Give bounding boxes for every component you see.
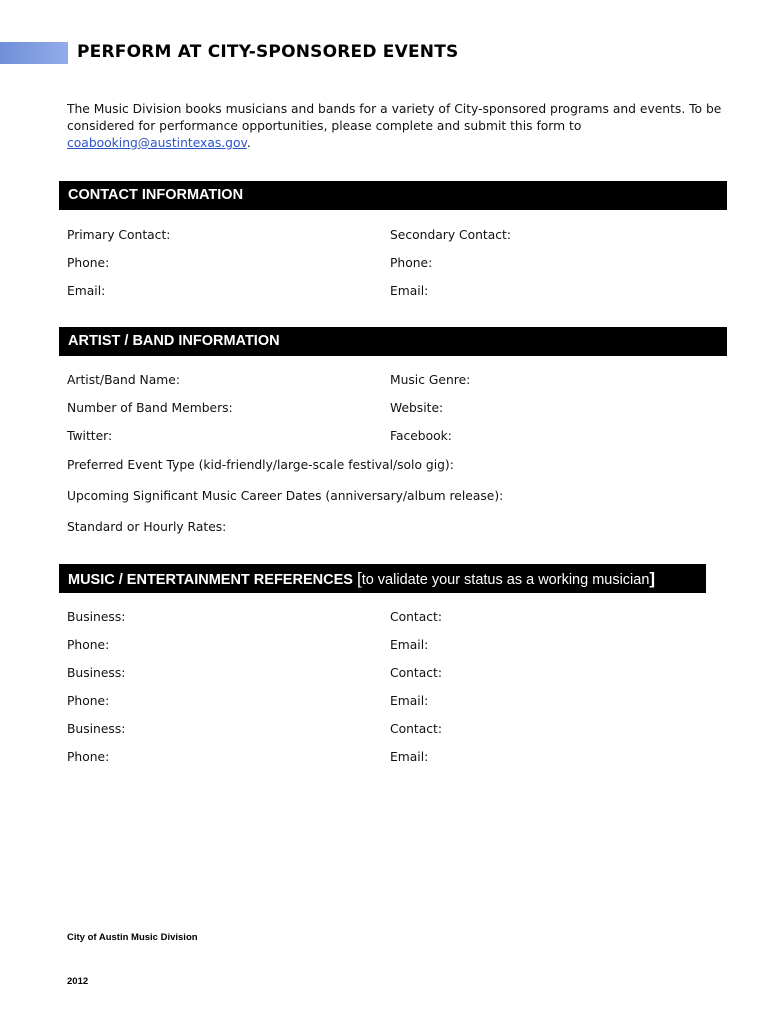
section-heading: CONTACT INFORMATION [68,187,244,203]
artist-name-label: Artist/Band Name: [67,373,180,387]
reference-business-label: Business: [67,722,126,736]
reference-email-label: Email: [390,638,429,652]
footer-year: 2012 [67,976,89,987]
primary-email-label: Email: [67,284,106,298]
title-accent-bar [0,42,68,64]
reference-business-label: Business: [67,610,126,624]
music-genre-label: Music Genre: [390,373,471,387]
reference-email-label: Email: [390,694,429,708]
bracket-close: ] [649,569,656,588]
page-title: PERFORM AT CITY-SPONSORED EVENTS [77,42,459,62]
secondary-contact-label: Secondary Contact: [390,228,512,242]
primary-contact-label: Primary Contact: [67,228,171,242]
intro-end: . [246,136,251,150]
section-artist-band-information [59,327,727,356]
section-heading: MUSIC / ENTERTAINMENT REFERENCES [68,572,353,588]
band-members-label: Number of Band Members: [67,401,233,415]
website-label: Website: [390,401,444,415]
footer-organization: City of Austin Music Division [67,932,198,943]
reference-phone-label: Phone: [67,750,110,764]
reference-contact-label: Contact: [390,666,442,680]
section-references [59,564,706,593]
rates-label: Standard or Hourly Rates: [67,520,227,534]
section-heading: ARTIST / BAND INFORMATION [68,333,280,349]
reference-phone-label: Phone: [67,694,110,708]
primary-phone-label: Phone: [67,256,110,270]
reference-business-label: Business: [67,666,126,680]
reference-email-label: Email: [390,750,429,764]
facebook-label: Facebook: [390,429,452,443]
career-dates-label: Upcoming Significant Music Career Dates (anniversary/album release): [67,489,504,503]
section-note: to validate your status as a working musician [361,572,650,588]
intro-paragraph [67,101,727,152]
booking-email-link[interactable]: coabooking@austintexas.gov [67,136,247,150]
event-type-label: Preferred Event Type (kid-friendly/large-scale festival/solo gig): [67,458,454,472]
intro-text: The Music Division books musicians and bands for a variety of City-sponsored programs and events. To be considered for performance opportunities, please complete and submit this form to [67,102,722,133]
bracket-open: [ [356,569,362,588]
twitter-label: Twitter: [67,429,113,443]
secondary-phone-label: Phone: [390,256,433,270]
reference-contact-label: Contact: [390,610,442,624]
secondary-email-label: Email: [390,284,429,298]
reference-contact-label: Contact: [390,722,442,736]
reference-phone-label: Phone: [67,638,110,652]
section-contact-information [59,181,727,210]
